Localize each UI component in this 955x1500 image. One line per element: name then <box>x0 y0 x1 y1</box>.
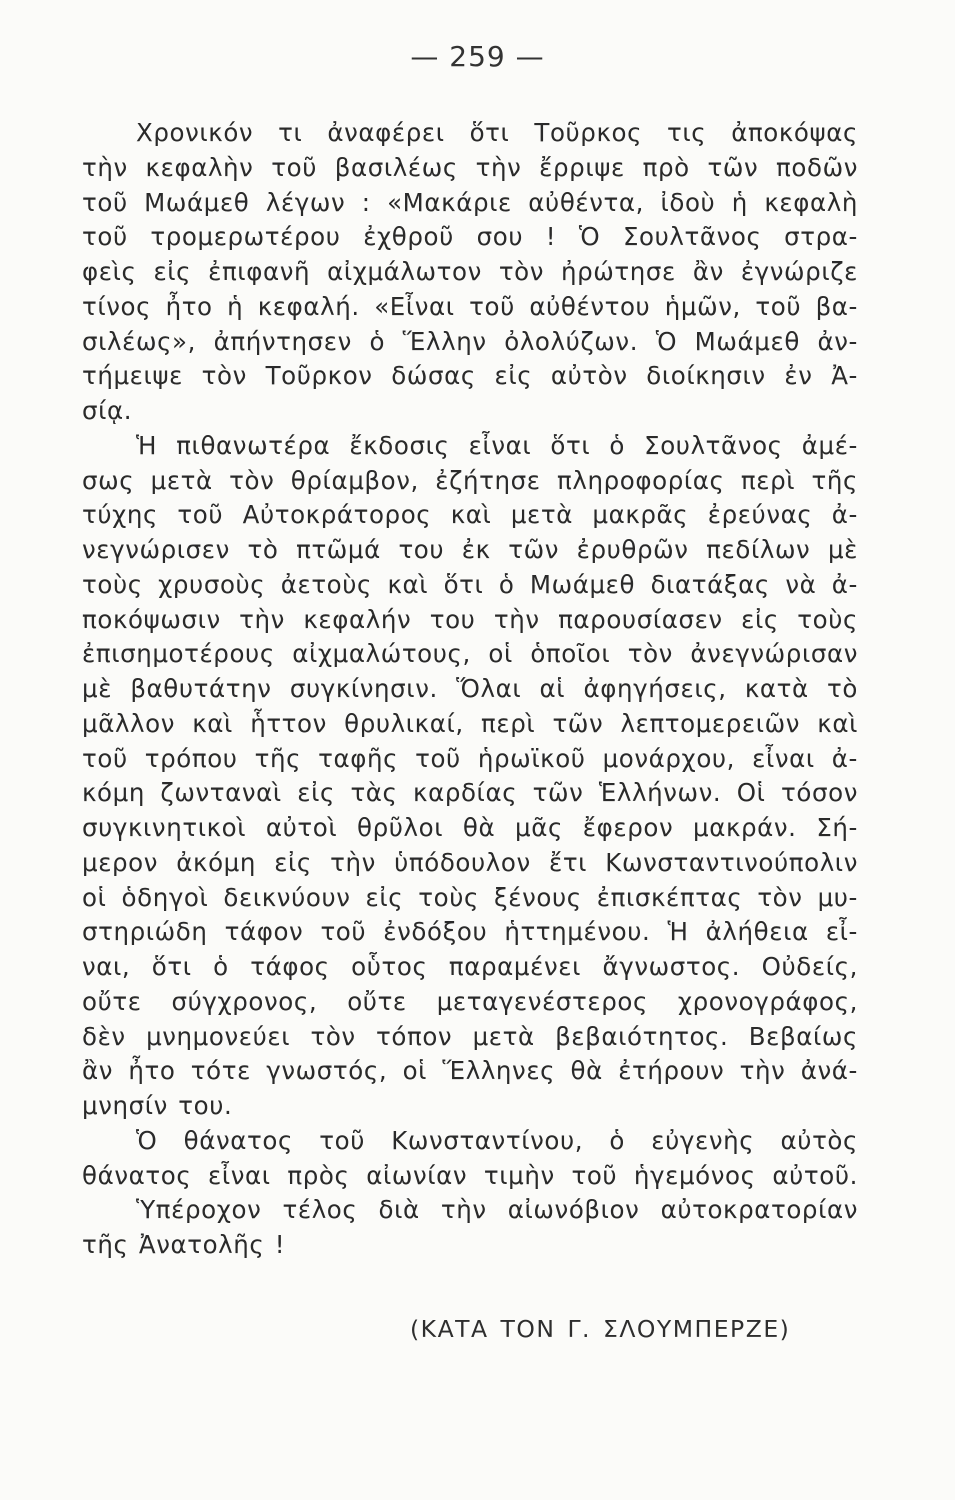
text-line: οὔτε σύγχρονος, οὔτε μεταγενέστερος χρονογράφος, <box>82 986 858 1016</box>
source-attribution: (ΚΑΤΑ ΤΟΝ Γ. ΣΛΟΥΜΠΕΡΖΕ) <box>410 1315 791 1343</box>
text-line: τὴν κεφαλὴν τοῦ βασιλέως τὴν ἔρριψε πρὸ τῶν ποδῶν <box>82 152 858 182</box>
text-line: θάνατος εἶναι πρὸς αἰωνίαν τιμὴν τοῦ ἡγεμόνος αὐτοῦ. <box>82 1160 858 1190</box>
text-line: στηριώδη τάφον τοῦ ἐνδόξου ἡττημένου. Ἡ ἀλήθεια εἶ- <box>82 917 858 947</box>
text-line: τύχης τοῦ Αὐτοκράτορος καὶ μετὰ μακρᾶς ἐρεύνας ἀ- <box>82 500 858 530</box>
text-line: μερον ἀκόμη εἰς τὴν ὑπόδουλον ἔτι Κωνσταντινούπολιν <box>82 847 858 877</box>
text-line: ἐπισημοτέρους αἰχμαλώτους, οἱ ὁποῖοι τὸν ἀνεγνώρισαν <box>82 639 858 669</box>
text-line: σίᾳ. <box>82 396 133 425</box>
text-line: οἱ ὁδηγοὶ δεικνύουν εἰς τοὺς ξένους ἐπισκέπτας τὸν μυ- <box>82 882 858 912</box>
text-line: μὲ βαθυτάτην συγκίνησιν. Ὅλαι αἱ ἀφηγήσεις, κατὰ τὸ <box>82 674 858 703</box>
text-line: τοῦ τρόπου τῆς ταφῆς τοῦ ἡρωϊκοῦ μονάρχου, εἶναι ἀ- <box>82 743 858 773</box>
text-line: ποκόψωσιν τὴν κεφαλήν του τὴν παρουσίασεν εἰς τοὺς <box>82 604 858 634</box>
text-line: τοὺς χρυσοὺς ἀετοὺς καὶ ὅτι ὁ Μωάμεθ διατάξας νὰ ἀ- <box>82 569 858 599</box>
text-line: σιλέως», ἀπήντησεν ὁ Ἕλλην ὀλολύζων. Ὁ Μωάμεθ ἀν- <box>82 326 858 356</box>
text-line: τῆς Ἀνατολῆς ! <box>82 1230 286 1259</box>
text-line: σως μετὰ τὸν θρίαμβον, ἐζήτησε πληροφορίας περὶ τῆς <box>82 465 858 495</box>
text-line: τίνος ἦτο ἡ κεφαλή. «Εἶναι τοῦ αὐθέντου ἡμῶν, τοῦ βα- <box>82 291 858 321</box>
text-line: ἂν ἦτο τότε γνωστός, οἱ Ἕλληνες θὰ ἐτήρουν τὴν ἀνά- <box>82 1056 858 1086</box>
text-line: τοῦ Μωάμεθ λέγων : «Μακάριε αὐθέντα, ἰδοὺ ἡ κεφαλὴ <box>82 187 858 217</box>
text-line: Ὑπέροχον τέλος διὰ τὴν αἰωνόβιον αὐτοκρατορίαν <box>136 1195 858 1225</box>
text-line: μνησίν του. <box>82 1091 233 1120</box>
text-line: μᾶλλον καὶ ἧττον θρυλικαί, περὶ τῶν λεπτομερειῶν καὶ <box>82 708 858 738</box>
text-line: Ἡ πιθανωτέρα ἔκδοσις εἶναι ὅτι ὁ Σουλτᾶνος ἀμέ- <box>136 430 858 460</box>
text-line: φεὶς εἰς ἐπιφανῆ αἰχμάλωτον τὸν ἠρώτησε ἂν ἐγνώριζε <box>82 257 858 286</box>
text-line: τήμειψε τὸν Τοῦρκον δώσας εἰς αὐτὸν διοίκησιν ἐν Ἀ- <box>82 361 858 391</box>
body-text <box>82 116 858 1263</box>
text-line: νεγνώρισεν τὸ πτῶμά του ἐκ τῶν ἐρυθρῶν πεδίλων μὲ <box>82 535 858 564</box>
page-number: — 259 — <box>410 40 545 73</box>
text-line: Ὁ θάνατος τοῦ Κωνσταντίνου, ὁ εὐγενὴς αὐτὸς <box>136 1125 858 1155</box>
text-line: κόμη ζωνταναὶ εἰς τὰς καρδίας τῶν Ἑλλήνων. Οἱ τόσον <box>82 778 858 808</box>
text-line: τοῦ τρομερωτέρου ἐχθροῦ σου ! Ὁ Σουλτᾶνος στρα- <box>82 222 858 252</box>
text-line: Χρονικόν τι ἀναφέρει ὅτι Τοῦρκος τις ἀποκόψας <box>136 118 858 147</box>
text-line: ναι, ὅτι ὁ τάφος οὗτος παραμένει ἄγνωστος. Οὐδείς, <box>82 952 858 981</box>
text-line: συγκινητικοὶ αὐτοὶ θρῦλοι θὰ μᾶς ἔφερον μακράν. Σή- <box>82 813 858 842</box>
text-line: δὲν μνημονεύει τὸν τόπον μετὰ βεβαιότητος. Βεβαίως <box>82 1021 858 1051</box>
